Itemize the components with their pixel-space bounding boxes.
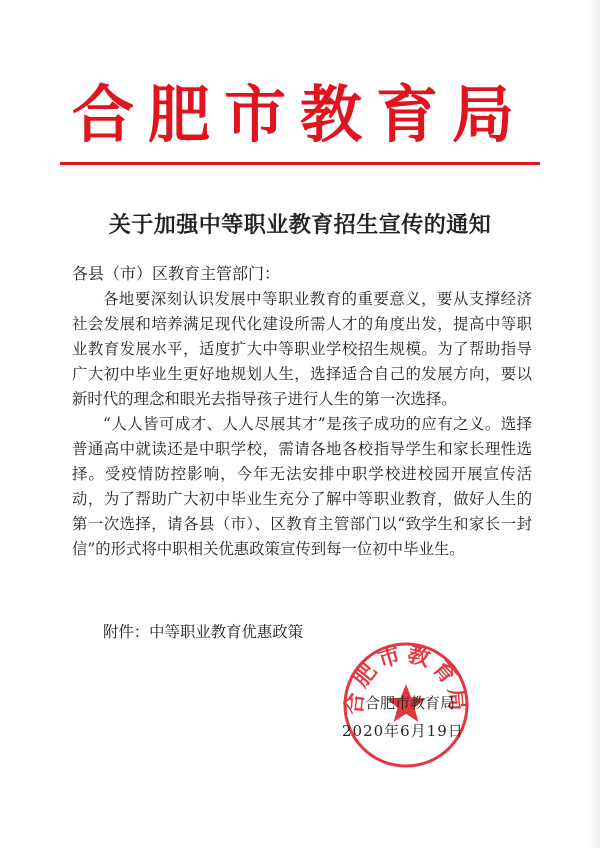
- issue-date: 2020年6月19日: [342, 722, 464, 740]
- attachment-line: 附件：中等职业教育优惠政策: [103, 623, 304, 641]
- recipient-line: 各县（市）区教育主管部门：: [72, 264, 281, 283]
- red-divider: [60, 162, 540, 165]
- paragraph-text: “人人皆可成才、人人尽展其才”是孩子成功的应有之义。选择普通高中就读还是中职学校，需请各地各校指导学生和家长理性选择。受疫情防控影响，今年无法安排中职学校进校园开展宣传活动，为了帮助广大初中毕业生充分了解中等职业教育，做好人生的第一次选择，请各县（市）、区教育主管部门以“致学生和家长一封信”的形式将中职相关优惠政策宣传到每一位初中毕业生。: [72, 415, 532, 558]
- paragraph-text: 各地要深刻认识发展中等职业教育的重要意义，要从支撑经济社会发展和培养满足现代化建设所需人才的角度出发，提高中等职业教育发展水平，适度扩大中等职业学校招生规模。为了帮助指导广大初中毕业生更好地规划人生，选择适合自己的发展方向，要以新时代的理念和眼光去指导孩子进行人生的第一次选择。: [72, 290, 532, 408]
- document-title: 关于加强中等职业教育招生宣传的通知: [108, 212, 492, 238]
- body-paragraph: [72, 287, 532, 412]
- page-edge-shadow: [586, 0, 600, 848]
- body-paragraph: [72, 412, 532, 562]
- seal-text: 合肥市教育局: [342, 641, 470, 716]
- sender-name: 合肥市教育局: [365, 694, 456, 712]
- org-name-header: 合肥市教育局: [71, 78, 528, 151]
